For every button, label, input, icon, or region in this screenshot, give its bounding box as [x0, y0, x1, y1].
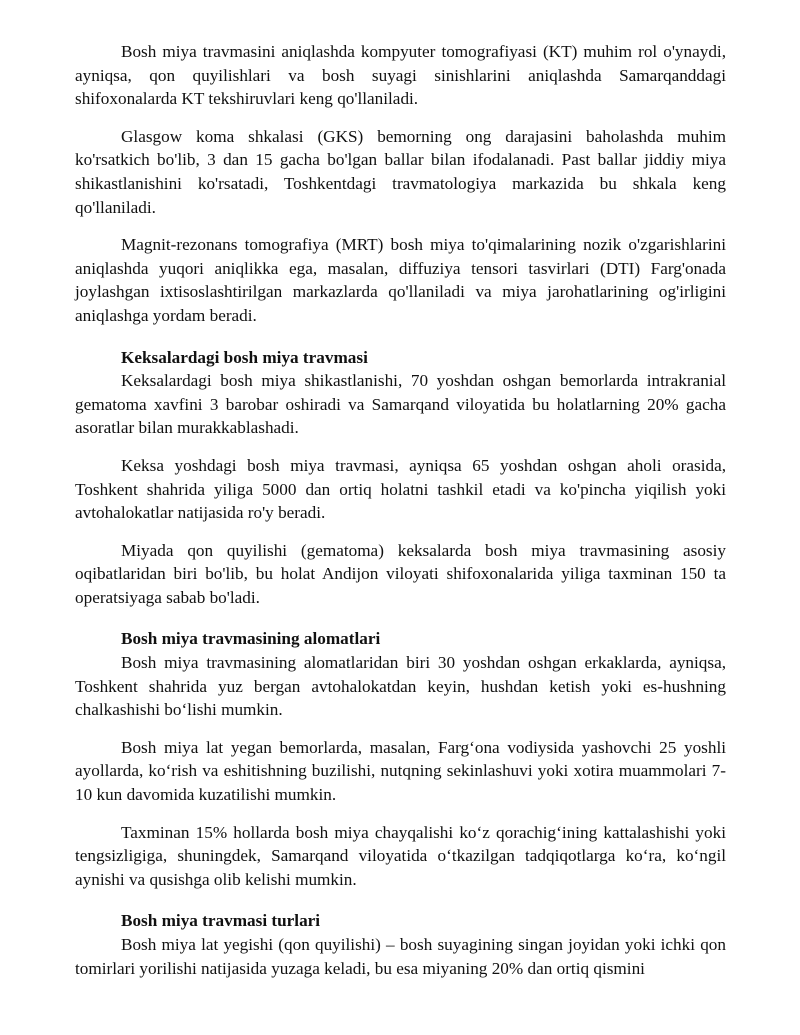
- section-heading: Keksalardagi bosh miya travmasi: [121, 347, 368, 367]
- paragraph: Keksalardagi bosh miya shikastlanishi, 70 yoshdan oshgan bemorlarda intrakranial gematoma xavfini 3 barobar oshiradi va Samarqand viloyatida bu holatlarning 20% gacha asoratlar bilan murakkablashadi.: [75, 371, 726, 438]
- paragraph: Miyada qon quyilishi (gematoma) keksalarda bosh miya travmasining asosiy oqibatlaridan biri bo'lib, bu holat Andijon viloyati shifoxonalarida yiliga taxminan 150 ta operatsiyaga sabab bo'ladi.: [75, 540, 726, 607]
- paragraph: Bosh miya lat yegan bemorlarda, masalan, Farg‘ona vodiysida yashovchi 25 yoshli ayollarda, ko‘rish va eshitishning buzilishi, nutqning sekinlashuvi yoki xotira muammolari 7-10 kun davomida kuzatilishi mumkin.: [75, 737, 726, 805]
- intro-section: [75, 40, 726, 328]
- paragraph: Keksa yoshdagi bosh miya travmasi, ayniqsa 65 yoshdan oshgan aholi orasida, Toshkent shahrida yiliga 5000 dan ortiq holatni tashkil etadi va ko'pincha yiqilish yoki avtohalokatlar natijasida ro'y beradi.: [75, 455, 726, 523]
- elderly-trauma-section: [75, 346, 726, 610]
- section-heading: Bosh miya travmasining alomatlari: [121, 629, 381, 649]
- paragraph: Bosh miya travmasini aniqlashda kompyuter tomografiyasi (KT) muhim rol o'ynaydi, ayniqsa, qon quyilishlari va bosh suyagi sinishlarini aniqlashda Samarqanddagi shifoxonalarda KT tekshiruvlari keng qo'llaniladi.: [75, 42, 726, 109]
- paragraph: Bosh miya lat yegishi (qon quyilishi) – bosh suyagining singan joyidan yoki ichki qon tomirlari yorilishi natijasida yuzaga keladi, bu esa miyaning 20% dan ortiq qismini: [75, 935, 726, 978]
- paragraph: Bosh miya travmasining alomatlaridan biri 30 yoshdan oshgan erkaklarda, ayniqsa, Toshkent shahrida yuz bergan avtohalokatdan keyin, hushdan ketish yoki es-hushning chalkashishi bo‘lishi mumkin.: [75, 653, 726, 720]
- section-heading: Bosh miya travmasi turlari: [121, 911, 321, 931]
- paragraph: Magnit-rezonans tomografiya (MRT) bosh miya to'qimalarining nozik o'zgarishlarini aniqlashda yuqori aniqlikka ega, masalan, diffuziya tensori tasvirlari (DTI) Farg'onada joylashgan ixtisoslashtirilgan markazlarda qo'llaniladi va miya jarohatlarining og'irligini aniqlashga yordam beradi.: [75, 235, 726, 325]
- symptoms-section: [75, 627, 726, 891]
- paragraph: Glasgow koma shkalasi (GKS) bemorning ong darajasini baholashda muhim ko'rsatkich bo'lib, 3 dan 15 gacha bo'lgan ballar bilan ifodalanadi. Past ballar jiddiy miya shikastlanishini ko'rsatadi, Toshkentdagi travmatologiya markazida bu shkala keng qo'llaniladi.: [75, 126, 726, 217]
- document-page: [75, 40, 726, 994]
- trauma-types-section: [75, 909, 726, 980]
- paragraph: Taxminan 15% hollarda bosh miya chayqalishi ko‘z qorachig‘ining kattalashishi yoki tengsizligiga, shuningdek, Samarqand viloyatida o‘tkazilgan tadqiqotlarga ko‘ra, ko‘ngil aynishi va qusishga olib kelishi mumkin.: [75, 822, 726, 889]
